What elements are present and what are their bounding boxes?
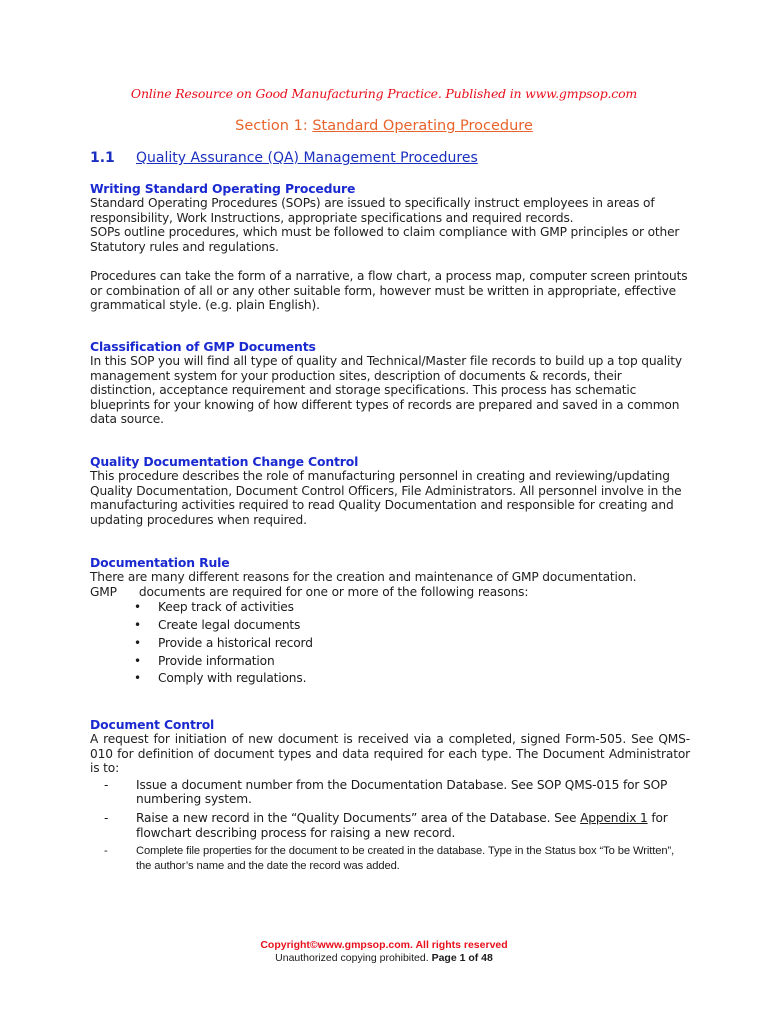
list-item	[90, 844, 690, 873]
paragraph: Standard Operating Procedures (SOPs) are issued to specifically instruct employees in areas of responsibility, Work Instructions, appropriate specifications and required records.	[90, 196, 655, 225]
paragraph: There are many different reasons for the creation and maintenance of GMP documentation.	[90, 570, 637, 584]
list-item	[90, 635, 690, 653]
subsection-title-link[interactable]: Quality Assurance (QA) Management Procedures	[136, 150, 478, 166]
list-item	[90, 599, 690, 617]
list-item	[90, 778, 690, 807]
dash-icon: -	[104, 845, 108, 858]
heading-document-control: Document Control	[90, 717, 215, 732]
section-writing-sop	[90, 181, 690, 313]
heading-change-control: Quality Documentation Change Control	[90, 454, 359, 469]
list-item-text: Create legal documents	[158, 617, 301, 632]
section-title-link[interactable]: Standard Operating Procedure	[312, 118, 533, 134]
bullet-icon: •	[134, 653, 141, 668]
paragraph: In this SOP you will find all type of quality and Technical/Master file records to build up a top quality management system for your production sites, description of documents & records, their distinction, acceptance requirement and storage specifications. This process has schematic blueprints for your knowing of how different types of records are prepared and saved in a common data source.	[90, 354, 682, 427]
list-item-text: Raise a new record in the “Quality Documents” area of the Database. See	[136, 810, 581, 825]
list-item	[90, 653, 690, 671]
bullet-icon: •	[134, 600, 141, 615]
section-documentation-rule	[90, 555, 690, 688]
list-item-text: Comply with regulations.	[158, 671, 307, 686]
paragraph: A request for initiation of new document is received via a completed, signed Form-505. See QMS-010 for definition of document types and data required for each type. The Document Administrator is to:	[90, 732, 690, 776]
paragraph: Procedures can take the form of a narrative, a flow chart, a process map, computer screen printouts or combination of all or any other suitable form, however must be written in appropriate, effective grammatical style. (e.g. plain English).	[90, 268, 688, 313]
copying-notice	[0, 952, 768, 965]
subsection-number: 1.1	[90, 150, 115, 166]
unauthorized-text: Unauthorized copying prohibited.	[275, 952, 432, 964]
bullet-icon: •	[134, 635, 141, 650]
administrator-tasks-list	[90, 778, 690, 873]
paragraph: This procedure describes the role of manufacturing personnel in creating and reviewing/updating Quality Documentation, Document Control Officers, File Administrators. All personnel involve in the manufacturing activities required to read Quality Documentation and responsible for creating and updating procedures when required.	[90, 469, 682, 527]
bullet-icon: •	[134, 671, 141, 686]
heading-classification: Classification of GMP Documents	[90, 339, 316, 354]
list-item-text: Issue a document number from the Documentation Database. See SOP QMS-015 for SOP numbering system.	[136, 777, 668, 807]
list-item-text: Provide information	[158, 653, 275, 668]
list-item	[90, 617, 690, 635]
publisher-banner: Online Resource on Good Manufacturing Practice. Published in www.gmpsop.com	[130, 86, 638, 101]
bullet-icon: •	[134, 617, 141, 632]
paragraph	[90, 585, 690, 600]
dash-icon: -	[104, 777, 109, 792]
list-item-text: Complete file properties for the document to be created in the database. Type in the Status box “To be Written”, the author’s name and the date the record was added.	[136, 845, 675, 872]
paragraph: SOPs outline procedures, which must be followed to claim compliance with GMP principles or other Statutory rules and regulations.	[90, 225, 680, 254]
section-title	[0, 118, 768, 134]
dash-icon: -	[104, 810, 109, 825]
paragraph-rest: documents are required for one or more of the following reasons:	[138, 584, 529, 599]
paragraph-lead: GMP	[90, 584, 117, 599]
list-item-text: Provide a historical record	[158, 635, 313, 650]
heading-writing-sop: Writing Standard Operating Procedure	[90, 181, 356, 196]
list-item	[90, 670, 690, 688]
section-change-control	[90, 454, 690, 527]
appendix-1-link[interactable]: Appendix 1	[580, 810, 648, 825]
section-prefix: Section 1:	[235, 118, 313, 134]
page-number: Page 1 of 48	[431, 952, 493, 964]
copyright-notice: Copyright©www.gmpsop.com. All rights reserved	[260, 939, 508, 951]
list-item-text: for flowchart describing process for raising a new record.	[136, 810, 668, 840]
heading-documentation-rule: Documentation Rule	[90, 555, 230, 570]
list-item-text: Keep track of activities	[158, 600, 294, 615]
reasons-list	[90, 599, 690, 688]
subsection-heading	[90, 150, 478, 166]
page-footer	[0, 939, 768, 965]
list-item	[90, 811, 690, 840]
section-document-control	[90, 717, 690, 877]
section-classification	[90, 339, 690, 427]
